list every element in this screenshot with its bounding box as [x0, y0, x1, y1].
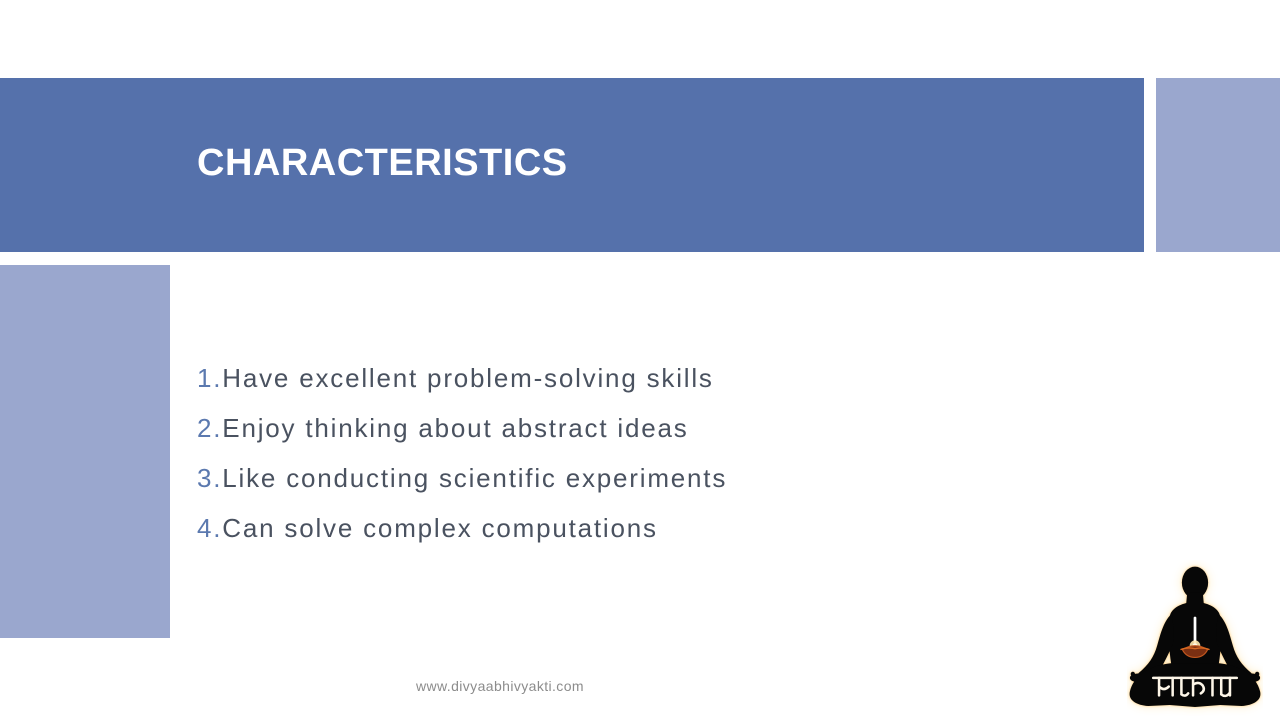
accent-rectangle-left	[0, 265, 170, 638]
list-item	[197, 353, 1057, 403]
abhivyakti-logo	[1127, 560, 1263, 716]
list-item-text: Like conducting scientific experiments	[222, 463, 728, 493]
list-item-number: 2.	[197, 413, 223, 443]
list-item-text: Can solve complex computations	[222, 513, 658, 543]
title-band	[0, 78, 1144, 252]
website-url: www.divyaabhivyakti.com	[416, 678, 584, 694]
list-item-number: 4.	[197, 513, 223, 543]
list-item-number: 1.	[197, 363, 223, 393]
meditating-figure-icon	[1127, 560, 1263, 716]
list-item	[197, 453, 1057, 503]
list-item-number: 3.	[197, 463, 223, 493]
list-item	[197, 403, 1057, 453]
list-item	[197, 503, 1057, 553]
list-item-text: Have excellent problem-solving skills	[222, 363, 714, 393]
accent-rectangle-right	[1156, 78, 1280, 252]
characteristics-list	[197, 353, 1057, 553]
slide-title: CHARACTERISTICS	[197, 142, 568, 184]
list-item-text: Enjoy thinking about abstract ideas	[222, 413, 689, 443]
